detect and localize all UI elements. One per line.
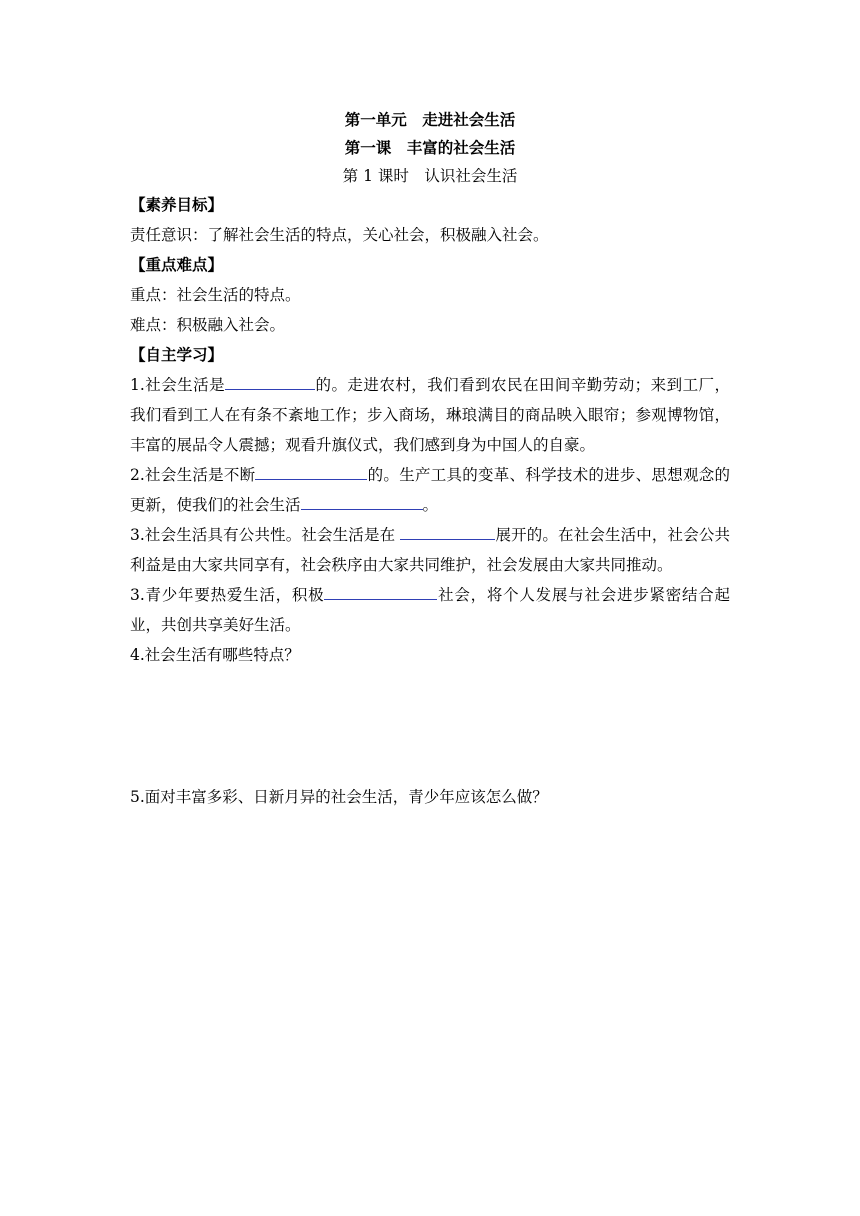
question-5: 5.面对丰富多彩、日新月异的社会生活，青少年应该怎么做？ [130, 788, 548, 806]
q2-text-c: 。 [422, 496, 439, 514]
unit-title: 第一单元 走进社会生活 [344, 110, 516, 129]
q1-text-a: 1.社会生活是 [130, 376, 226, 394]
question-4: 4.社会生活有哪些特点？ [130, 646, 300, 664]
q1-text-b: 的。走进农村，我们看到农民在田间辛勤劳动；来到工厂，我们看到工人在有条不紊地工作；步入商场，琳琅满目的商品映入眼帘；参观博物馆，丰富的展品令人震撼；观看升旗仪式，我们感到身为中国人的自豪。 [130, 376, 730, 454]
self-study-heading: 【自主学习】 [130, 345, 224, 364]
answer-space-4[interactable] [130, 670, 730, 782]
key-difficult-heading: 【重点难点】 [130, 255, 224, 274]
question-2 [130, 460, 730, 520]
q2-blank-2[interactable] [301, 491, 423, 510]
worksheet-page [130, 106, 730, 1112]
goals-heading: 【素养目标】 [130, 195, 224, 214]
question-3 [130, 520, 730, 580]
key-point: 重点：社会生活的特点。 [130, 286, 301, 304]
goals-text: 责任意识：了解社会生活的特点，关心社会，积极融入社会。 [130, 226, 549, 244]
q2-blank-1[interactable] [255, 461, 367, 480]
q3b-text-a: 3.青少年要热爱生活，积极 [130, 586, 325, 604]
period-title: 第 1 课时 认识社会生活 [342, 167, 518, 185]
q2-text-b: 的。生产工具的变革、科学技术的进步、思想观念的更新，使我们的社会生活 [130, 466, 730, 514]
q3-text-b: 展开的。在社会生活中，社会公共利益是由大家共同享有，社会秩序由大家共同维护，社会发展由大家共同推动。 [130, 526, 730, 574]
q3-text-a: 3.社会生活具有公共性。社会生活是在 [130, 526, 401, 544]
q3b-blank[interactable] [324, 581, 437, 600]
question-3b [130, 580, 730, 640]
difficult-point: 难点：积极融入社会。 [130, 316, 286, 334]
lesson-title: 第一课 丰富的社会生活 [344, 138, 516, 157]
q3-blank[interactable] [400, 521, 495, 540]
q2-text-a: 2.社会生活是不断 [130, 466, 256, 484]
answer-space-5[interactable] [130, 812, 730, 1112]
question-1 [130, 370, 730, 460]
q3b-text-b: 社会，将个人发展与社会进步紧密结合起业，共创共享美好生活。 [130, 586, 730, 634]
q1-blank[interactable] [225, 371, 315, 390]
